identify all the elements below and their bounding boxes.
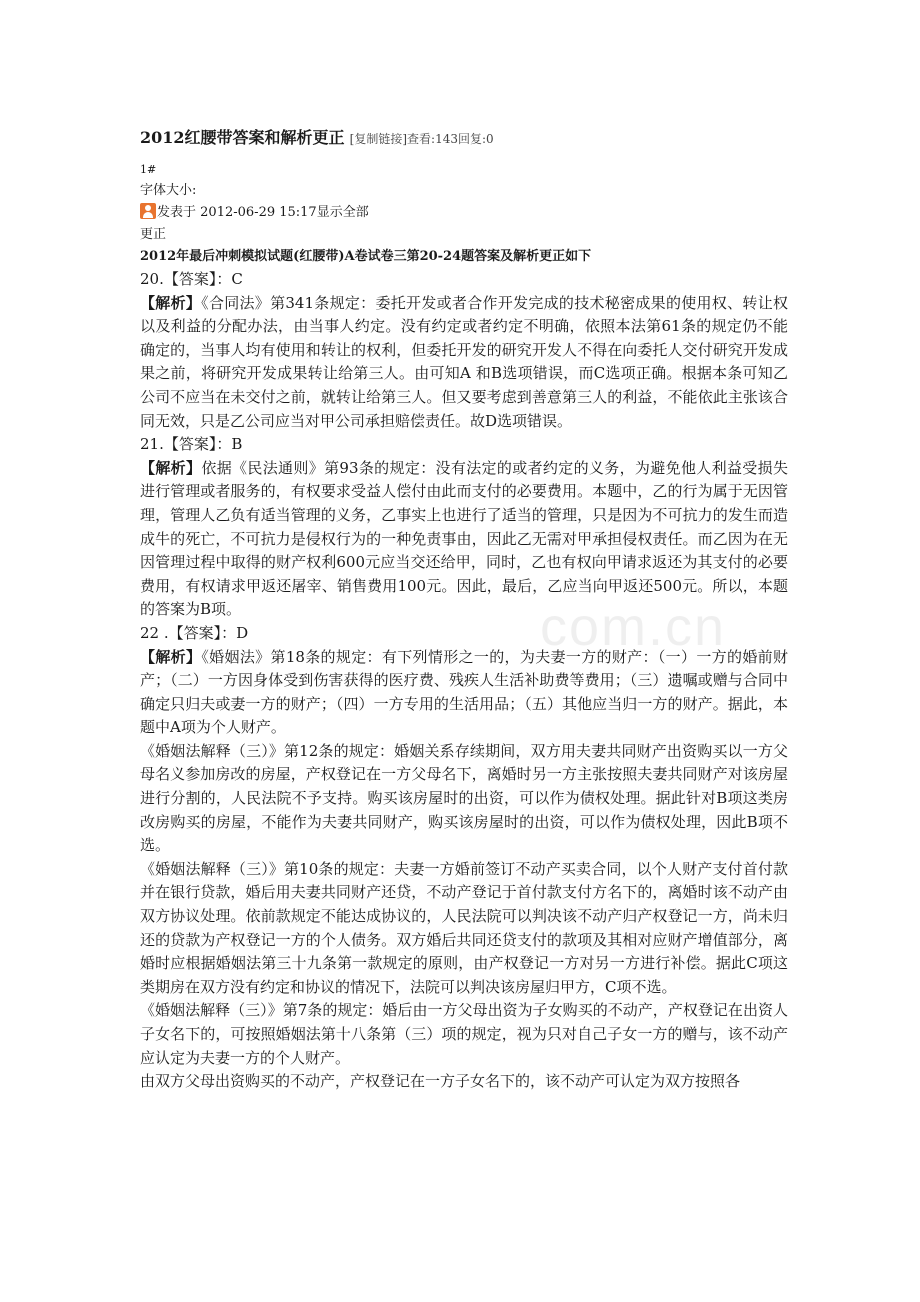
q22-paragraph-2: 《婚姻法解释（三）》第12条的规定：婚姻关系存续期间，双方用夫妻共同财产出资购买以一方父母名义参加房改的房屋，产权登记在一方父母名下，离婚时另一方主张按照夫妻共同财产对该房屋进行分割的，人民法院不予支持。购买该房屋时的出资，可以作为债权处理。据此针对B项这类房改房购买的房屋，不能作为夫妻共同财产，购买该房屋时的出资，可以作为债权处理，因此B项不选。: [140, 741, 788, 855]
replies-count: 0: [486, 132, 494, 146]
thread-header: [140, 124, 788, 152]
analysis-tag: 【解析】: [140, 293, 202, 312]
q22-paragraph-4: 《婚姻法解释（三）》第7条的规定：婚后由一方父母出资为子女购买的不动产，产权登记在出资人子女名下的，可按照婚姻法第十八条第（三）项的规定，视为只对自己子女一方的赠与，该不动产应认定为夫妻一方的个人财产。: [140, 1001, 788, 1067]
thread-title: 2012红腰带答案和解析更正: [140, 128, 345, 147]
q22-analysis: [140, 646, 788, 740]
post-subheading: 2012年最后冲刺模拟试题(红腰带)A卷试卷三第20-24题答案及解析更正如下: [140, 249, 592, 264]
show-all-link[interactable]: 显示全部: [316, 205, 369, 220]
floor-number: 1#: [140, 163, 157, 176]
analysis-tag: 【解析】: [140, 647, 202, 666]
watermark: com.cn: [540, 597, 727, 657]
q20-analysis: [140, 292, 788, 434]
q21-answer: 21.【答案】：B: [140, 435, 243, 454]
q21-analysis: [140, 457, 788, 622]
post-container: [140, 124, 788, 1094]
q22-paragraph-3: 《婚姻法解释（三）》第10条的规定：夫妻一方婚前签订不动产买卖合同，以个人财产支付首付款并在银行贷款，婚后用夫妻共同财产还贷，不动产登记于首付款支付方名下的，离婚时该不动产由双方协议处理。依前款规定不能达成协议的，人民法院可以判决该不动产归产权登记一方，尚未归还的贷款为产权登记一方的个人债务。双方婚后共同还贷支付的款项及其相对应财产增值部分，离婚时应根据婚姻法第三十九条第一款规定的原则，由产权登记一方对另一方进行补偿。据此C项这类期房在双方没有约定和协议的情况下，法院可以判决该房屋归甲方，C项不选。: [140, 859, 788, 996]
q22-answer: 22 .【答案】：D: [140, 623, 249, 642]
posted-label: 发表于: [157, 205, 197, 220]
correction-label: 更正: [140, 227, 167, 242]
font-size-label[interactable]: 字体大小:: [140, 183, 197, 198]
copy-link[interactable]: [复制链接]: [349, 132, 408, 146]
views-count: 143: [435, 132, 458, 146]
q20-answer: 20.【答案】：C: [140, 270, 243, 288]
views-label: 查看:: [407, 132, 436, 146]
q21-analysis-text: 依据《民法通则》第93条的规定：没有法定的或者约定的义务，为避免他人利益受损失进行管理或者服务的，有权要求受益人偿付由此而支付的必要费用。本题中，乙的行为属于无因管理，管理人乙负有适当管理的义务，乙事实上也进行了适当的管理，只是因为不可抗力的发生而造成牛的死亡，不可抗力是侵权行为的一种免责事由，因此乙无需对甲承担侵权责任。而乙因为在无因管理过程中取得的财产权利600元应当交还给甲，同时，乙也有权向甲请求返还为其支付的必要费用，有权请求甲返还屠宰、销售费用100元。因此，最后，乙应当向甲返还500元。所以，本题的答案为B项。: [140, 458, 788, 619]
posted-time: 2012-06-29 15:17: [200, 205, 317, 220]
q22-analysis-text: 《婚姻法》第18条的规定：有下列情形之一的，为夫妻一方的财产：（一）一方的婚前财产；（二）一方因身体受到伤害获得的医疗费、残疾人生活补助费等费用；（三）遗嘱或赠与合同中确定只归夫或妻一方的财产；（四）一方专用的生活用品；（五）其他应当归一方的财产。据此，本题中A项为个人财产。: [140, 647, 788, 737]
replies-label: 回复:: [457, 132, 487, 146]
analysis-tag: 【解析】: [140, 458, 202, 477]
user-avatar-icon[interactable]: [140, 203, 156, 219]
q20-analysis-text: 《合同法》第341条规定：委托开发或者合作开发完成的技术秘密成果的使用权、转让权以及利益的分配办法，由当事人约定。没有约定或者约定不明确，依照本法第61条的规定仍不能确定的，当事人均有使用和转让的权利，但委托开发的研究开发人不得在向委托人交付研究开发成果之前，将研究开发成果转让给第三人。由可知A 和B选项错误，而C选项正确。根据本条可知乙公司不应当在未交付之前，就转让给第三人。但又要考虑到善意第三人的利益，不能依此主张该合同无效，只是乙公司应当对甲公司承担赔偿责任。故D选项错误。: [140, 293, 788, 430]
q22-paragraph-5: 由双方父母出资购买的不动产，产权登记在一方子女名下的，该不动产可认定为双方按照各: [140, 1072, 741, 1091]
post-meta: [140, 202, 788, 224]
